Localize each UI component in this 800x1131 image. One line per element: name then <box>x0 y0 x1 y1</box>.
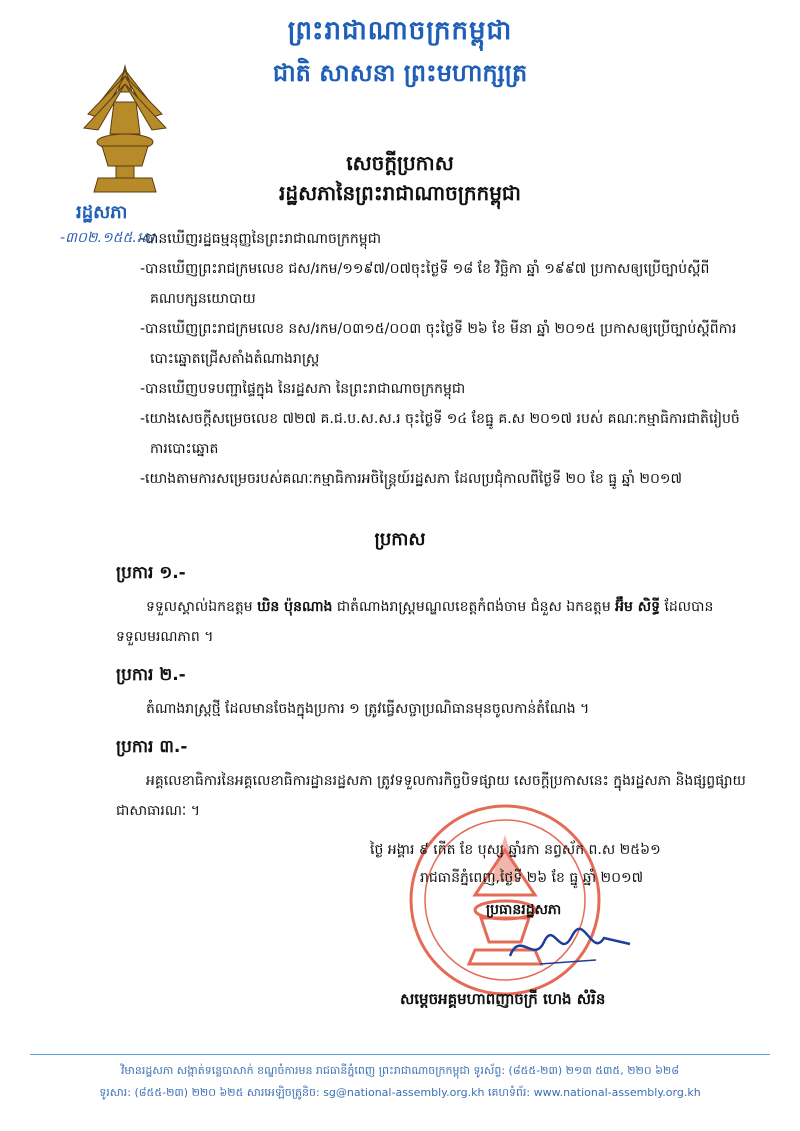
article-3-title: ប្រការ ៣.- <box>116 737 188 757</box>
consideration-item: -បានឃើញព្រះរាជក្រមលេខ ជស/រកម/១១៩៧/០៧ចុះថ្ងៃទី ១៨ ខែ វិច្ឆិកា ឆ្នាំ ១៩៩៧ ប្រកាសឲ្យប្រើច្បាប់ស្តីពីគណបក្សនយោបាយ <box>140 261 710 307</box>
consideration-item: -បានឃើញព្រះរាជក្រមលេខ នស/រកម/០៣១៥/០០៣ ចុះថ្ងៃទី ២៦ ខែ មីនា ឆ្នាំ ២០១៥ ប្រកាសឲ្យប្រើច្បាប់ស្តីពីការបោះឆ្នោតជ្រើសតាំងតំណាងរាស្ត្រ <box>140 321 737 367</box>
declaration-heading: ប្រកាស <box>374 529 426 550</box>
footer-address: វិមានរដ្ឋសភា សង្កាត់ទន្លេបាសាក់ ខណ្ឌចំការមន រាជធានីភ្នំពេញ ព្រះរាជាណាចក្រកម្ពុជា ទូរស័ព្ទ: (៨៥៥-២៣) ២១៣ ៥៣៥, ២២០ ៦២៨ <box>120 1064 680 1077</box>
signer-role: ប្រធានរដ្ឋសភា <box>486 902 562 918</box>
signer-name: សម្តេចអគ្គមហាពញាចក្រី ហេង សំរិន <box>400 990 606 1008</box>
consideration-item: -យោងតាមការសម្រេចរបស់គណៈកម្មាធិការអចិន្ត្រៃយ៍រដ្ឋសភា ដែលប្រជុំកាលពីថ្ងៃទី ២០ ខែ ធ្នូ ឆ្នាំ ២០១៧ <box>140 471 682 487</box>
kingdom-heading: ព្រះរាជាណាចក្រកម្ពុជា <box>287 16 513 46</box>
article-1-text-mid: ជាតំណាងរាស្ត្រមណ្ឌលខេត្តកំពង់ចាម ជំនួស ឯកឧត្តម <box>332 599 616 615</box>
article-1-text-post: ដែលបានទទួលមរណភាព ។ <box>116 599 714 645</box>
document-title: សេចក្តីប្រកាស <box>346 151 454 175</box>
article-2-body <box>116 694 756 724</box>
reference-number: -៣០២.១៥៥.រស. <box>60 230 160 246</box>
article-2-title: ប្រការ ២.- <box>116 665 186 685</box>
article-1-body <box>116 592 756 652</box>
article-1-title: ប្រការ ១.- <box>116 563 186 583</box>
issue-date: រាជធានីភ្នំពេញ,ថ្ងៃទី ២៦ ខែ ធ្នូ ឆ្នាំ ២០១៧ <box>420 870 644 886</box>
organization-name: រដ្ឋសភា <box>76 202 128 223</box>
lunar-date: ថ្ងៃ អង្គារ ៩ កើត ខែ បុស្ស ឆ្នាំរកា នព្វស័ក ព.ស ២៥៦១ <box>370 842 661 858</box>
document-subtitle: រដ្ឋសភានៃព្រះរាជាណាចក្រកម្ពុជា <box>279 181 521 205</box>
national-motto: ជាតិ សាសនា ព្រះមហាក្សត្រ <box>272 59 528 87</box>
footer-divider <box>30 1054 770 1055</box>
article-1-deceased-member-name: អ៊ឹម សិទ្ធី <box>615 599 661 615</box>
consideration-item: -យោងសេចក្តីសម្រេចលេខ ៧២៧ គ.ជ.ប.ស.ស.រ ចុះថ្ងៃទី ១៤ ខែធ្នូ គ.ស ២០១៧ របស់ គណៈកម្មាធិការជាតិរៀបចំការបោះឆ្នោត <box>140 411 740 457</box>
article-1-text-pre: ទទួលស្គាល់ឯកឧត្តម <box>146 599 258 615</box>
handwritten-signature <box>500 920 640 970</box>
footer-contact: ទូរសារ: (៨៥៥-២៣) ២២០ ៦២៥ សារអេឡិចត្រូនិច: sg@national-assembly.org.kh គេហទំព័រ: www.national-assembly.org.kh <box>99 1086 701 1099</box>
considerations-list <box>140 224 740 494</box>
article-3-text: អគ្គលេខាធិការនៃអគ្គលេខាធិការដ្ឋានរដ្ឋសភា ត្រូវទទួលការកិច្ចបិទផ្សាយ សេចក្តីប្រកាសនេះ ក្នុងរដ្ឋសភា និងផ្សព្វផ្សាយជាសាធារណៈ ។ <box>116 773 746 819</box>
article-1-new-member-name: ឃិន ប៉ុនណាង <box>257 599 333 615</box>
article-2-text: តំណាងរាស្ត្រថ្មី ដែលមានចែងក្នុងប្រការ ១ ត្រូវធ្វើសច្ចាប្រណិធានមុនចូលកាន់តំណែង ។ <box>146 701 590 717</box>
consideration-item: -បានឃើញបទបញ្ជាផ្ទៃក្នុង នៃរដ្ឋសភា នៃព្រះរាជាណាចក្រកម្ពុជា <box>140 381 466 397</box>
consideration-item: -បានឃើញរដ្ឋធម្មនុញ្ញនៃព្រះរាជាណាចក្រកម្ពុជា <box>140 231 382 247</box>
